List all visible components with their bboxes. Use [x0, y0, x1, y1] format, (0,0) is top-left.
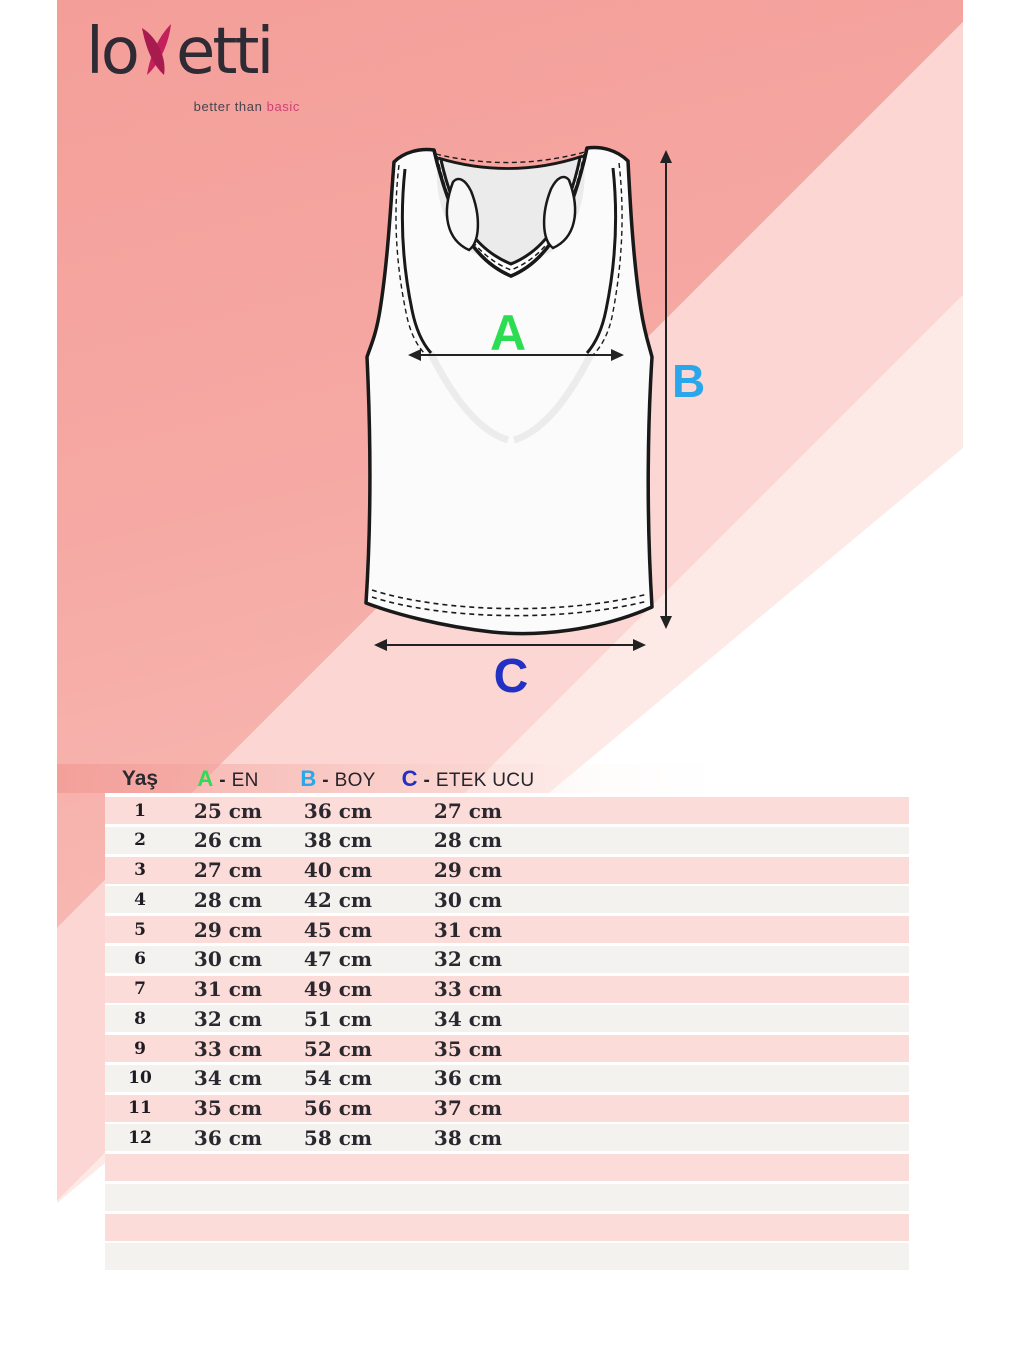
cell-a: 32 cm	[193, 1006, 263, 1031]
cell-age: 12	[128, 1127, 152, 1148]
cell-b: 45 cm	[303, 917, 373, 942]
header-a-label: EN	[231, 769, 259, 791]
cell-b: 52 cm	[303, 1036, 373, 1061]
tagline-right: basic	[266, 99, 300, 114]
cell-b: 49 cm	[303, 977, 373, 1001]
table-row	[105, 1095, 909, 1122]
table-row	[105, 797, 909, 824]
arrow-b-head-bottom	[660, 616, 672, 629]
cell-c: 36 cm	[433, 1066, 503, 1091]
measure-label-b: B	[672, 355, 706, 407]
table-row	[105, 886, 909, 913]
cell-c: 38 cm	[433, 1125, 503, 1150]
cell-b: 38 cm	[303, 828, 373, 853]
logo-text-prefix: lo	[86, 15, 137, 89]
header-c	[395, 766, 541, 792]
cell-c: 29 cm	[433, 858, 503, 882]
cell-a: 33 cm	[193, 1036, 263, 1061]
cell-age: 1	[134, 800, 146, 821]
cell-a: 36 cm	[193, 1125, 263, 1150]
table-row	[105, 1124, 909, 1151]
empty-stripe-row	[105, 1154, 909, 1181]
measure-label-c: C	[493, 650, 529, 703]
cell-c: 32 cm	[433, 947, 503, 972]
cell-a: 25 cm	[193, 798, 263, 823]
empty-stripe-row	[105, 1243, 909, 1270]
cell-age: 11	[128, 1098, 152, 1118]
table-row	[105, 946, 909, 973]
cell-b: 40 cm	[303, 858, 373, 882]
cell-c: 34 cm	[433, 1006, 503, 1031]
empty-stripe-row	[105, 1214, 909, 1241]
table-row	[105, 1035, 909, 1062]
cell-age: 2	[134, 830, 146, 851]
header-a-letter: A	[197, 765, 214, 791]
brand-tagline	[88, 99, 300, 114]
cell-age: 8	[134, 1008, 146, 1029]
cell-age: 3	[134, 860, 146, 880]
table-row	[105, 1065, 909, 1092]
cell-c: 33 cm	[433, 977, 503, 1001]
cell-c: 30 cm	[433, 887, 503, 912]
cell-b: 36 cm	[303, 798, 373, 823]
table-row	[105, 827, 909, 854]
cell-c: 35 cm	[433, 1036, 503, 1061]
cell-a: 29 cm	[193, 917, 263, 942]
arrow-c-head-left	[374, 639, 387, 651]
logo-text-suffix: etti	[175, 15, 272, 89]
cell-a: 30 cm	[193, 947, 263, 972]
tank-top-diagram	[340, 130, 710, 715]
header-b-letter: B	[300, 765, 317, 791]
table-row	[105, 857, 909, 884]
cell-b: 47 cm	[303, 947, 373, 972]
table-row	[105, 976, 909, 1003]
header-c-letter: C	[401, 765, 418, 791]
cell-a: 28 cm	[193, 887, 263, 912]
cell-b: 58 cm	[303, 1125, 373, 1150]
cell-c: 27 cm	[433, 798, 503, 823]
cell-a: 26 cm	[193, 828, 263, 853]
header-a-dash: -	[219, 769, 226, 791]
tagline-left: better than	[193, 99, 263, 114]
arrow-b-head-top	[660, 150, 672, 163]
size-table-header	[57, 764, 909, 793]
header-c-label: ETEK UCU	[435, 769, 535, 791]
cell-b: 42 cm	[303, 887, 373, 912]
table-row	[105, 916, 909, 943]
cell-c: 28 cm	[433, 828, 503, 853]
cell-age: 10	[128, 1068, 152, 1089]
measure-label-a: A	[489, 305, 527, 361]
table-row	[105, 1005, 909, 1032]
cell-age: 6	[134, 949, 146, 970]
cell-b: 51 cm	[303, 1006, 373, 1031]
header-b-label: BOY	[334, 769, 376, 791]
header-b-dash: -	[322, 769, 329, 791]
cell-a: 31 cm	[193, 977, 263, 1001]
size-table-body	[105, 797, 909, 1273]
brand-logo	[86, 15, 272, 89]
cell-age: 4	[134, 889, 146, 910]
cell-age: 5	[134, 919, 146, 940]
arrow-c-head-right	[633, 639, 646, 651]
header-a	[175, 766, 281, 792]
cell-c: 37 cm	[433, 1096, 503, 1120]
cell-a: 27 cm	[193, 858, 263, 882]
header-c-dash: -	[423, 769, 430, 791]
empty-stripe-row	[105, 1184, 909, 1211]
logo-v-icon	[140, 24, 174, 81]
cell-a: 35 cm	[193, 1096, 263, 1120]
header-age: Yaş	[121, 766, 159, 790]
cell-c: 31 cm	[433, 917, 503, 942]
cell-age: 9	[134, 1038, 146, 1059]
cell-age: 7	[134, 979, 146, 999]
cell-a: 34 cm	[193, 1066, 263, 1091]
header-b	[281, 766, 395, 792]
cell-b: 56 cm	[303, 1096, 373, 1120]
cell-b: 54 cm	[303, 1066, 373, 1091]
